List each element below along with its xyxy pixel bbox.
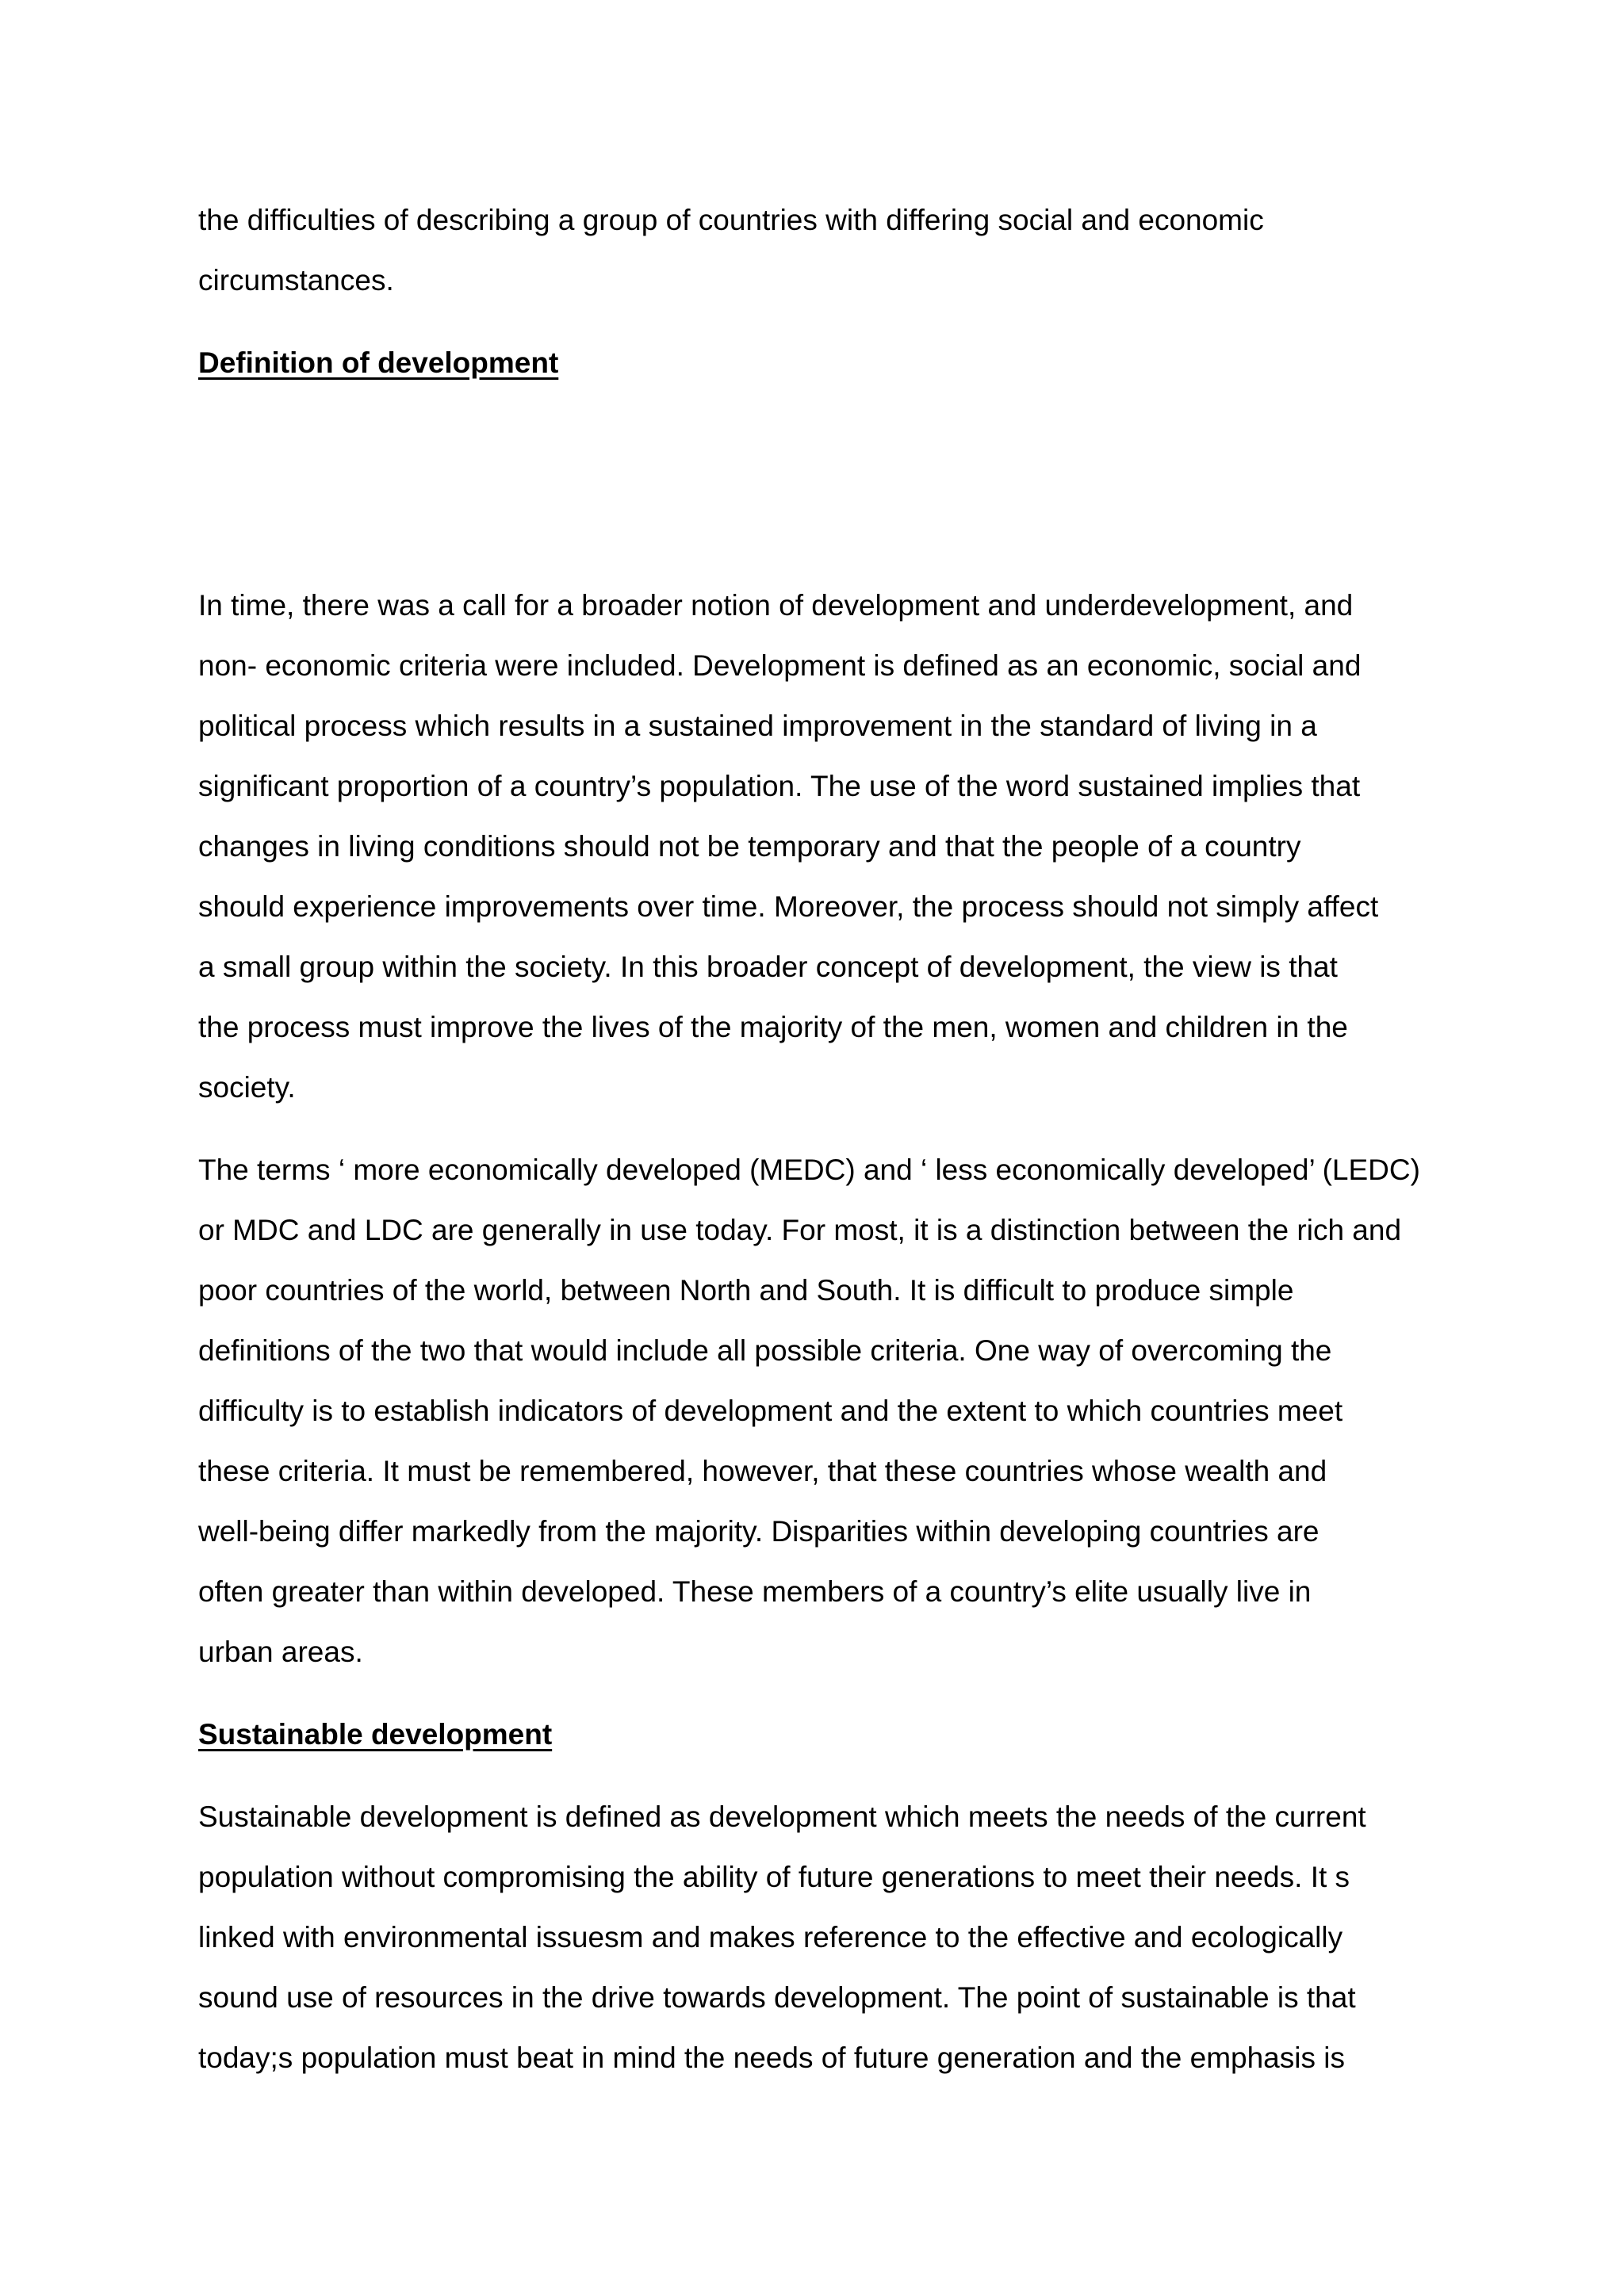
text-line: non- economic criteria were included. Development is defined as an economic, social and	[198, 649, 1362, 682]
heading-sustainable-development: Sustainable development	[198, 1718, 553, 1751]
text-line: changes in living conditions should not be temporary and that the people of a country	[198, 830, 1301, 863]
text-line: linked with environmental issuesm and makes reference to the effective and ecologically	[198, 1921, 1343, 1954]
text-line: difficulty is to establish indicators of development and the extent to which countries meet	[198, 1395, 1343, 1427]
text-line: often greater than within developed. These members of a country’s elite usually live in	[198, 1575, 1312, 1608]
text-line: The terms ‘ more economically developed (MEDC) and ‘ less economically developed’ (LEDC)	[198, 1154, 1420, 1186]
text-line: these criteria. It must be remembered, however, that these countries whose wealth and	[198, 1455, 1327, 1487]
document-page	[198, 190, 1451, 2088]
terms-paragraph	[198, 1140, 1451, 1682]
text-line: In time, there was a call for a broader notion of development and underdevelopment, and	[198, 589, 1354, 622]
blank-space	[198, 393, 1451, 576]
text-line: well-being differ markedly from the majority. Disparities within developing countries are	[198, 1515, 1320, 1548]
text-line: or MDC and LDC are generally in use today. For most, it is a distinction between the rich and	[198, 1214, 1402, 1246]
spacer	[198, 311, 1451, 333]
text-line: sound use of resources in the drive towards development. The point of sustainable is that	[198, 1981, 1356, 2014]
text-line: today;s population must beat in mind the needs of future generation and the emphasis is	[198, 2042, 1345, 2074]
broader-notion-paragraph	[198, 576, 1451, 1118]
text-line: circumstances.	[198, 264, 394, 297]
text-line: should experience improvements over time. Moreover, the process should not simply affect	[198, 890, 1379, 923]
spacer	[198, 1682, 1451, 1705]
intro-paragraph	[198, 190, 1451, 311]
text-line: definitions of the two that would include all possible criteria. One way of overcoming the	[198, 1334, 1332, 1367]
text-line: Sustainable development is defined as development which meets the needs of the current	[198, 1800, 1366, 1833]
text-line: significant proportion of a country’s population. The use of the word sustained implies that	[198, 770, 1361, 802]
text-line: urban areas.	[198, 1636, 363, 1668]
text-line: poor countries of the world, between North and South. It is difficult to produce simple	[198, 1274, 1294, 1307]
text-line: the process must improve the lives of the majority of the men, women and children in the	[198, 1011, 1348, 1043]
text-line: the difficulties of describing a group of countries with differing social and economic	[198, 204, 1264, 236]
spacer	[198, 1765, 1451, 1787]
text-line: society.	[198, 1071, 296, 1104]
text-line: population without compromising the ability of future generations to meet their needs. It s	[198, 1861, 1350, 1893]
text-line: a small group within the society. In this broader concept of development, the view is that	[198, 951, 1338, 983]
sustainable-paragraph	[198, 1787, 1451, 2088]
spacer	[198, 1118, 1451, 1140]
text-line: political process which results in a sustained improvement in the standard of living in a	[198, 710, 1317, 742]
heading-definition-of-development: Definition of development	[198, 346, 559, 379]
